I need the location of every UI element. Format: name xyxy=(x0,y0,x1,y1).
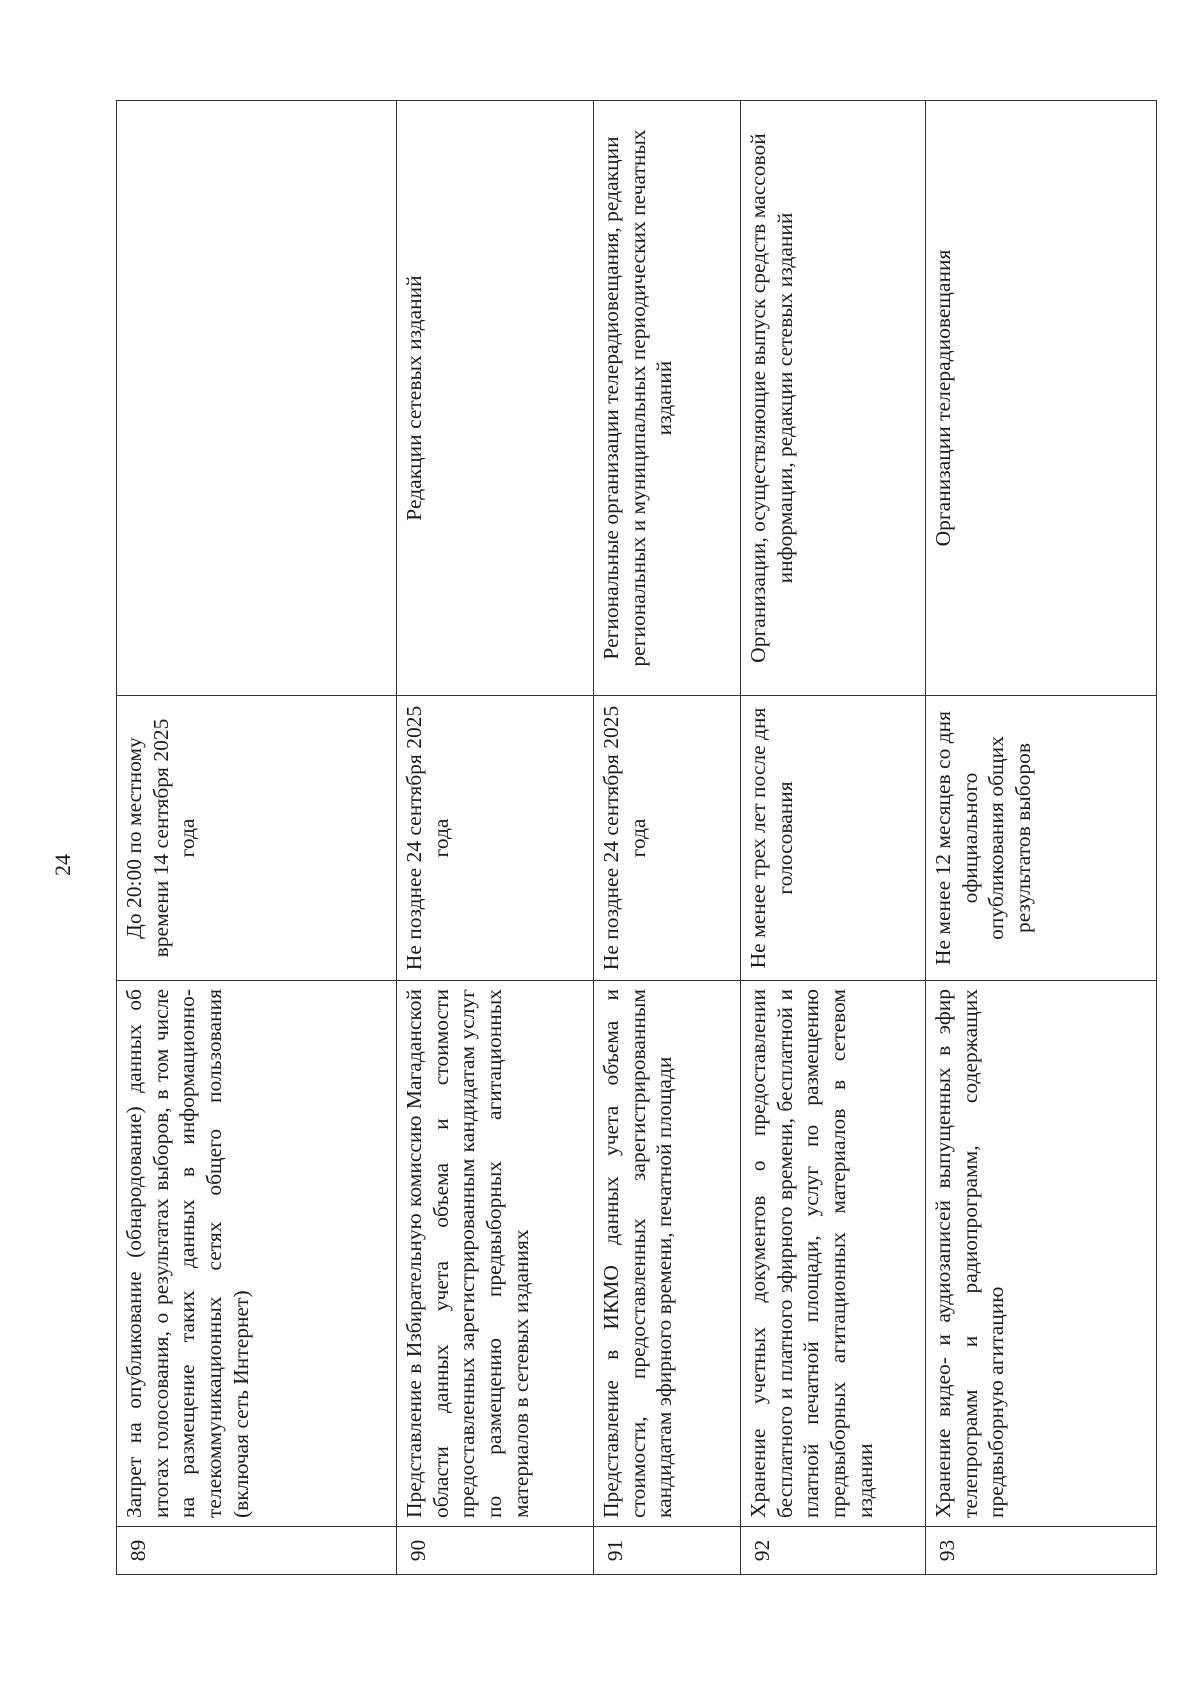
executor-cell: Организации, осуществляющие выпуск средств массовой информации, редакции сетевых изданий xyxy=(741,101,926,696)
action-cell: Хранение видео- и аудиозаписей выпущенных в эфир телепрограмм и радиопрограмм, содержащих предвыборную агитацию xyxy=(926,981,1157,1527)
row-number: 92 xyxy=(741,1527,926,1575)
action-cell: Запрет на опубликование (обнародование) данных об итогах голосования, о результатах выборов, в том числе на размещение таких данных в информационно-телекоммуникационных сетях общего пользования (включая сеть Интернет) xyxy=(117,981,397,1527)
executor-cell: Редакции сетевых изданий xyxy=(397,101,594,696)
deadline-cell: Не менее 12 месяцев со дня официального опубликования общих результатов выборов xyxy=(926,696,1157,981)
schedule-table xyxy=(116,100,1157,1575)
deadline-cell: Не позднее 24 сентября 2025 года xyxy=(594,696,741,981)
action-cell: Представление в ИКМО данных учета объема и стоимости, предоставленных зарегистрированным кандидатам эфирного времени, печатной площади xyxy=(594,981,741,1527)
table-row xyxy=(926,101,1157,1575)
table-row xyxy=(117,101,397,1575)
table-row xyxy=(397,101,594,1575)
action-cell: Хранение учетных документов о предоставлении бесплатного и платного эфирного времени, бесплатной и платной печатной площади, услуг по размещению предвыборных агитационных материалов в сетевом издании xyxy=(741,981,926,1527)
table-row xyxy=(741,101,926,1575)
row-number: 89 xyxy=(117,1527,397,1575)
table-row xyxy=(594,101,741,1575)
deadline-cell: До 20:00 по местному времени 14 сентября 2025 года xyxy=(117,696,397,981)
executor-cell xyxy=(117,101,397,696)
deadline-cell: Не позднее 24 сентября 2025 года xyxy=(397,696,594,981)
rotated-table-container xyxy=(116,101,1156,1575)
row-number: 93 xyxy=(926,1527,1157,1575)
page-number: 24 xyxy=(50,854,75,876)
executor-cell: Региональные организации телерадиовещания, редакции региональных и муниципальных периодических печатных изданий xyxy=(594,101,741,696)
action-cell: Представление в Избирательную комиссию Магаданской области данных учета объема и стоимости предоставленных зарегистрированным кандидатам услуг по размещению предвыборных агитационных материалов в сетевых изданиях xyxy=(397,981,594,1527)
deadline-cell: Не менее трех лет после дня голосования xyxy=(741,696,926,981)
row-number: 90 xyxy=(397,1527,594,1575)
row-number: 91 xyxy=(594,1527,741,1575)
executor-cell: Организации телерадиовещания xyxy=(926,101,1157,696)
